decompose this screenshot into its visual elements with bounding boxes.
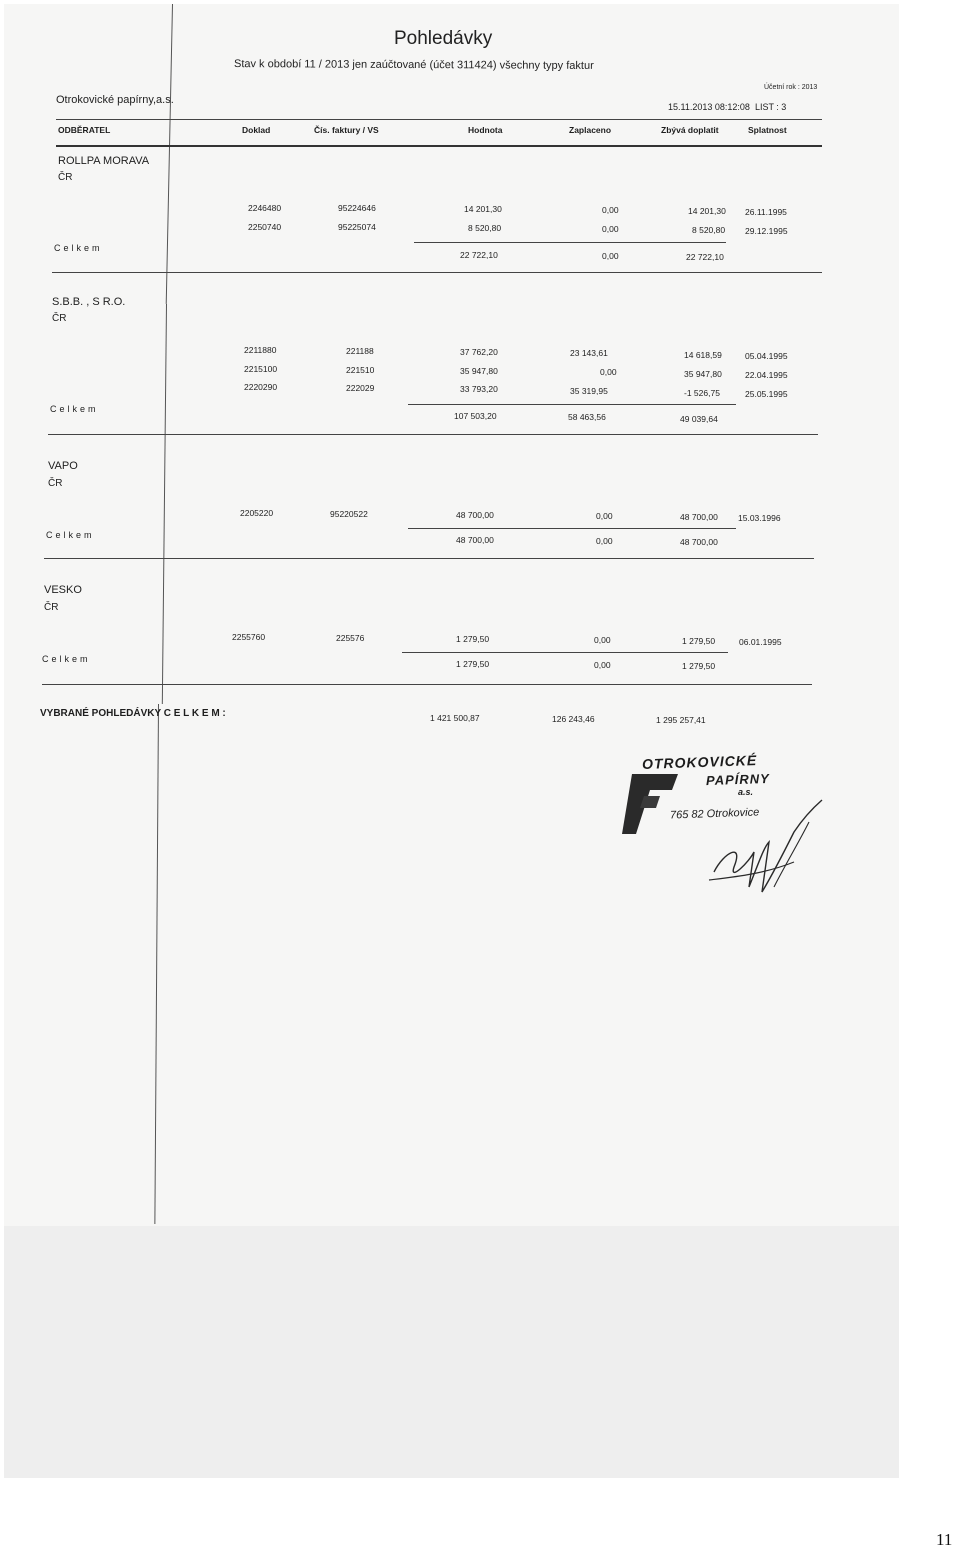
paid-cell: 35 319,95: [570, 386, 608, 396]
print-timestamp: [668, 102, 786, 112]
total-remaining: 49 039,64: [680, 414, 718, 424]
due-date-cell: 26.11.1995: [745, 207, 787, 217]
doc-number: 2211880: [244, 345, 277, 355]
column-header-customer: ODBĚRATEL: [58, 125, 111, 135]
customer-country: ČR: [48, 478, 63, 489]
value-cell: 8 520,80: [468, 223, 502, 233]
total-paid: 0,00: [594, 660, 611, 670]
due-date-cell: 22.04.1995: [745, 370, 788, 380]
section-rule: [42, 684, 812, 685]
value-cell: 1 279,50: [456, 634, 490, 644]
remaining-cell: 14 201,30: [688, 206, 726, 216]
column-header-invoice: Čís. faktury / VS: [314, 125, 379, 135]
customer-total-label: Celkem: [42, 654, 91, 664]
grand-total-value: 1 421 500,87: [430, 713, 480, 723]
company-name: Otrokovické papírny,a.s.: [56, 94, 174, 106]
paid-cell: 0,00: [596, 511, 613, 521]
fiscal-year: Účetní rok : 2013: [764, 84, 818, 91]
total-value: 1 279,50: [456, 659, 490, 669]
customer-total-label: Celkem: [50, 404, 99, 414]
remaining-cell: -1 526,75: [684, 388, 720, 398]
invoice-number: 221510: [346, 365, 375, 375]
column-header-paid: Zaplaceno: [569, 125, 612, 135]
remaining-cell: 8 520,80: [692, 225, 726, 235]
signature: [704, 792, 834, 902]
remaining-cell: 48 700,00: [680, 512, 718, 522]
total-paid: 0,00: [602, 251, 619, 261]
sheet-number: LIST : 3: [754, 102, 787, 112]
paid-cell: 0,00: [602, 224, 619, 234]
column-header-remaining: Zbývá doplatit: [661, 125, 719, 135]
value-cell: 33 793,20: [460, 384, 498, 394]
paid-cell: 0,00: [602, 205, 619, 215]
doc-number: 2220290: [244, 382, 278, 392]
stamp-line-4: 765 82 Otrokovice: [669, 806, 760, 822]
customer-name: VESKO: [44, 584, 82, 596]
customer-name: S.B.B. , S R.O.: [52, 296, 126, 308]
subtotal-rule: [402, 652, 728, 653]
due-date-cell: 25.05.1995: [745, 389, 788, 399]
value-cell: 37 762,20: [460, 347, 498, 357]
invoice-number: 95225074: [338, 222, 376, 232]
customer-country: ČR: [58, 172, 73, 183]
remaining-cell: 14 618,59: [684, 350, 722, 360]
total-remaining: 48 700,00: [680, 537, 718, 547]
remaining-cell: 35 947,80: [684, 369, 722, 379]
due-date-cell: 06.01.1995: [739, 637, 782, 647]
header-top-rule: [56, 119, 822, 120]
due-date-cell: 15.03.1996: [738, 513, 781, 523]
print-datetime: 15.11.2013 08:12:08: [668, 102, 750, 112]
value-cell: 35 947,80: [460, 366, 498, 376]
document-subtitle: Stav k období 11 / 2013 jen zaúčtované (účet 311424) všechny typy faktur: [233, 58, 594, 72]
grand-total-label: VYBRANÉ POHLEDÁVKY C E L K E M :: [40, 708, 226, 719]
invoice-number: 225576: [336, 633, 365, 643]
due-date-cell: 05.04.1995: [745, 351, 788, 361]
stamp-logo: [620, 768, 684, 840]
total-value: 107 503,20: [454, 411, 497, 421]
doc-number: 2205220: [240, 508, 274, 518]
customer-name: VAPO: [48, 460, 78, 472]
page-number: 11: [936, 1530, 953, 1549]
customer-total-label: Celkem: [46, 530, 95, 540]
total-paid: 58 463,56: [568, 412, 606, 422]
document-title: Pohledávky: [394, 28, 493, 49]
paid-cell: 23 143,61: [570, 348, 608, 358]
value-cell: 48 700,00: [456, 510, 494, 520]
subtotal-rule: [414, 242, 726, 243]
column-header-document: Doklad: [242, 125, 271, 135]
invoice-number: 221188: [346, 346, 374, 356]
section-rule: [48, 434, 818, 435]
remaining-cell: 1 279,50: [682, 636, 716, 646]
scanned-document: [4, 4, 899, 1478]
invoice-number: 95224646: [338, 203, 376, 213]
header-bottom-rule: [56, 145, 822, 147]
vertical-rule: [154, 704, 159, 1224]
total-paid: 0,00: [596, 536, 613, 546]
doc-number: 2215100: [244, 364, 278, 374]
paid-cell: 0,00: [594, 635, 611, 645]
subtotal-rule: [408, 404, 736, 405]
paid-cell: 0,00: [600, 367, 617, 377]
scan-background-strip: [4, 1226, 899, 1478]
customer-total-label: Celkem: [54, 243, 103, 253]
doc-number: 2246480: [248, 203, 282, 213]
doc-number: 2250740: [248, 222, 282, 232]
company-stamp: [620, 752, 830, 892]
invoice-number: 222029: [346, 383, 375, 393]
total-value: 22 722,10: [460, 250, 498, 260]
total-value: 48 700,00: [456, 535, 494, 545]
stamp-line-2: PAPÍRNY: [705, 770, 771, 789]
invoice-number: 95220522: [330, 509, 368, 519]
column-header-value: Hodnota: [468, 125, 503, 135]
column-header-due: Splatnost: [748, 125, 787, 135]
stamp-line-1: OTROKOVICKÉ: [641, 751, 758, 773]
value-cell: 14 201,30: [464, 204, 502, 214]
vertical-rule: [162, 304, 167, 704]
due-date-cell: 29.12.1995: [745, 226, 788, 236]
stamp-line-3: a.s.: [738, 787, 754, 797]
total-remaining: 22 722,10: [686, 252, 724, 262]
section-rule: [44, 558, 814, 559]
grand-total-remaining: 1 295 257,41: [656, 715, 706, 725]
total-remaining: 1 279,50: [682, 661, 716, 671]
customer-country: ČR: [52, 313, 67, 324]
customer-country: ČR: [44, 602, 59, 613]
subtotal-rule: [408, 528, 736, 529]
vertical-rule: [166, 4, 173, 304]
doc-number: 2255760: [232, 632, 266, 642]
grand-total-paid: 126 243,46: [552, 714, 595, 724]
section-rule: [52, 272, 822, 273]
customer-name: ROLLPA MORAVA: [58, 155, 150, 167]
